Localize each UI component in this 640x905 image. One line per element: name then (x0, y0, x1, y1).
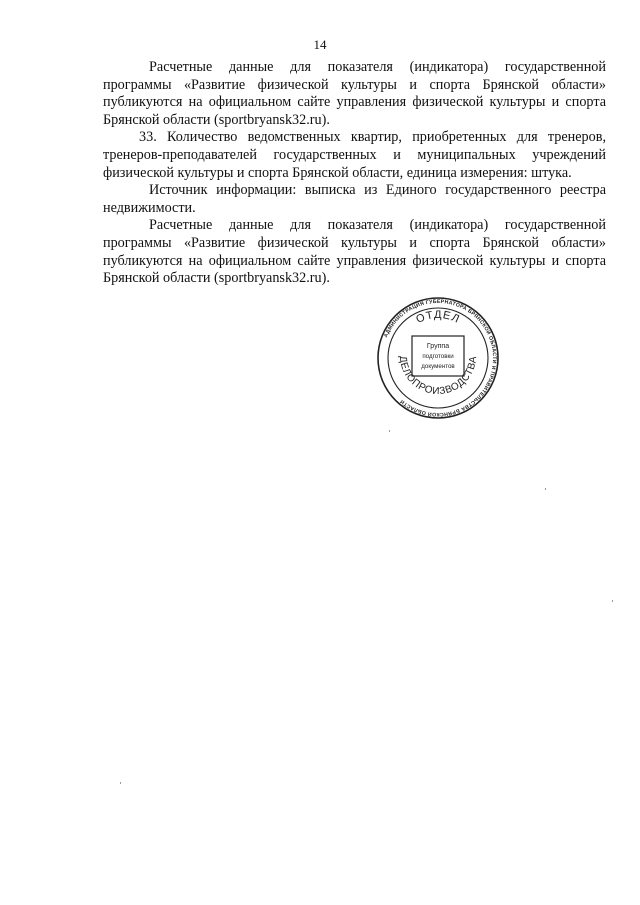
paragraph-item-33: 33. Количество ведомственных квартир, приобретенных для тренеров, тренеров-преподавателей государственных и муниципальных учреждений физической культуры и спорта Брянской области, единица измерения: штука. (103, 129, 606, 181)
scan-speck (389, 430, 390, 432)
stamp-top-text: ОТДЕЛ (414, 308, 462, 326)
scan-speck (545, 488, 546, 490)
scan-speck (120, 782, 121, 784)
stamp-center-line-2: подготовки (422, 353, 454, 360)
stamp-bottom-text: ДЕЛОПРОИЗВОДСТВА (396, 355, 480, 398)
document-body (103, 59, 606, 288)
paragraph-calculation-data-2: Расчетные данные для показателя (индикатора) государственной программы «Развитие физической культуры и спорта Брянской области» публикуются на официальном сайте управления физической культуры и спорта Брянской области (sportbryansk32.ru). (103, 217, 606, 287)
stamp-center-line-3: документов (421, 363, 455, 370)
scan-speck (612, 600, 613, 602)
official-stamp (376, 296, 500, 420)
paragraph-calculation-data-1: Расчетные данные для показателя (индикатора) государственной программы «Развитие физической культуры и спорта Брянской области» публикуются на официальном сайте управления физической культуры и спорта Брянской области (sportbryansk32.ru). (103, 59, 606, 128)
paragraph-information-source: Источник информации: выписка из Единого государственного реестра недвижимости. (103, 182, 606, 216)
stamp-outer-text: АДМИНИСТРАЦИЯ ГУБЕРНАТОРА БРЯНСКОЙ ОБЛАСТИ И ПРАВИТЕЛЬСТВА БРЯНСКОЙ ОБЛАСТИ (383, 298, 498, 418)
stamp-center-line-1: Группа (426, 343, 450, 350)
page-number: 14 (313, 37, 327, 52)
